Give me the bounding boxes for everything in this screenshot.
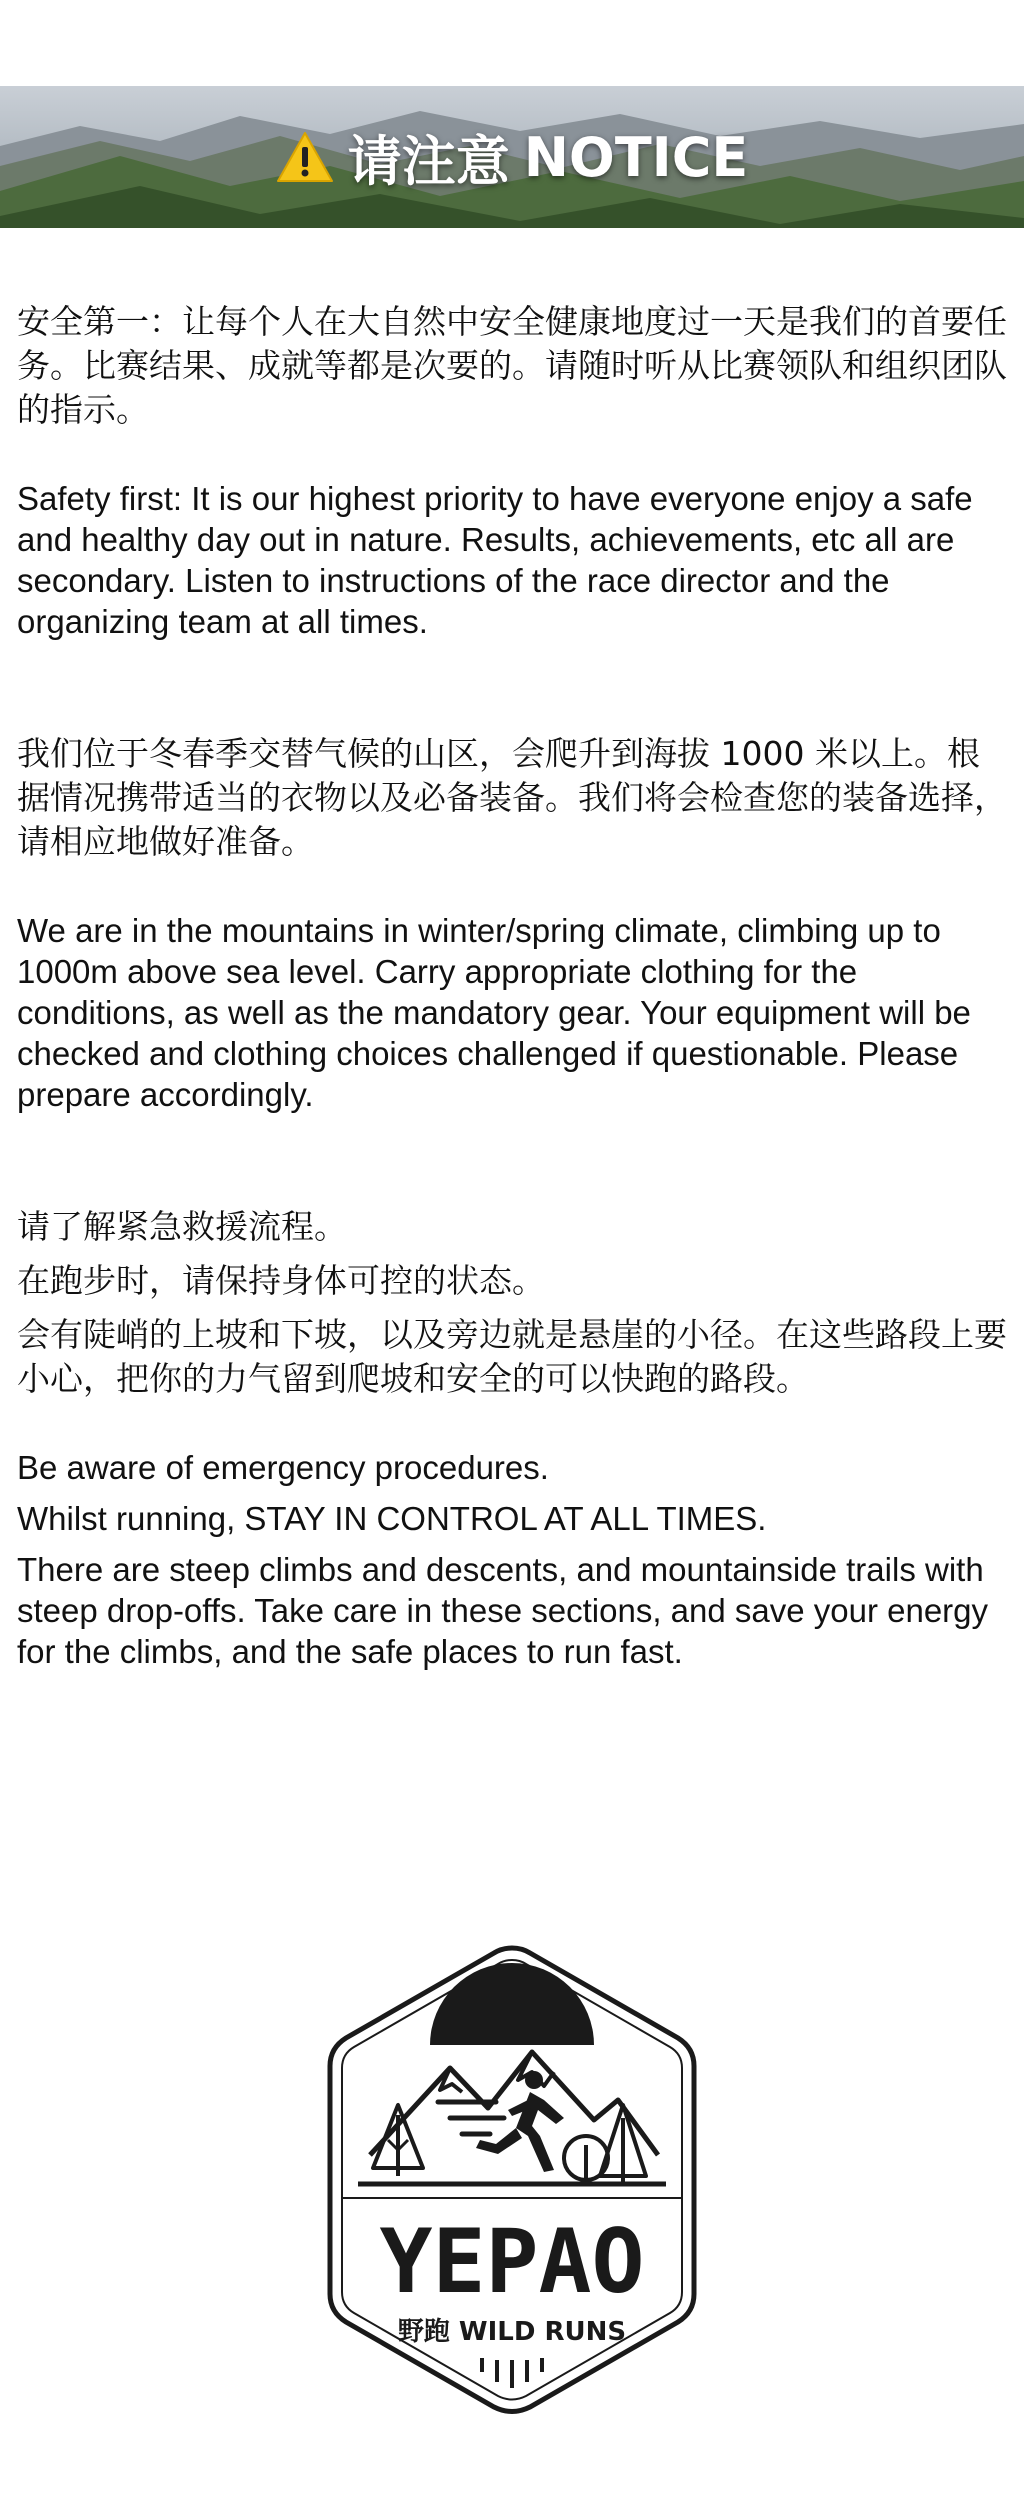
yepao-badge-icon bbox=[318, 1940, 706, 2420]
warning-icon bbox=[276, 131, 334, 183]
notice-title-zh: 请注意 bbox=[347, 129, 510, 193]
safety-paragraph-zh: 安全第一：让每个人在大自然中安全健康地度过一天是我们的首要任务。比赛结果、成就等都是次要的。请随时听从比赛领队和组织团队的指示。 bbox=[17, 302, 1007, 429]
safety-paragraph-en: Safety first: It is our highest priority to have everyone enjoy a safe and healthy day out in nature. Results, achievements, etc all are secondary. Listen to instructions of the race director and the organizing team at all times. bbox=[17, 480, 973, 640]
logo-subtitle-text: 野跑 WILD RUNS bbox=[397, 2317, 627, 2347]
notice-title bbox=[0, 86, 1024, 228]
notice-banner bbox=[0, 86, 1024, 228]
notice-title-en: NOTICE bbox=[523, 125, 749, 189]
emergency-line-zh-2: 在跑步时，请保持身体可控的状态。 bbox=[17, 1261, 545, 1300]
emergency-line-zh-1: 请了解紧急救援流程。 bbox=[17, 1207, 347, 1246]
emergency-line-en-1: Be aware of emergency procedures. bbox=[17, 1449, 549, 1486]
emergency-line-en-2: Whilst running, STAY IN CONTROL AT ALL TIMES. bbox=[17, 1500, 767, 1537]
logo-brand-text: YEPAO bbox=[379, 2210, 645, 2313]
climate-paragraph-en: We are in the mountains in winter/spring climate, climbing up to 1000m above sea level. Carry appropriate clothing for the conditions, as well as the mandatory gear. Your equipment will be checked and clothing choices challenged if questionable. Please prepare accordingly. bbox=[17, 912, 971, 1113]
yepao-logo bbox=[318, 1940, 706, 2420]
notice-content bbox=[17, 300, 1007, 1672]
emergency-line-en-3: There are steep climbs and descents, and mountainside trails with steep drop-offs. Take care in these sections, and save your energy for the climbs, and the safe places to run fast. bbox=[17, 1551, 989, 1670]
emergency-line-zh-3: 会有陡峭的上坡和下坡，以及旁边就是悬崖的小径。在这些路段上要小心，把你的力气留到爬坡和安全的可以快跑的路段。 bbox=[17, 1315, 1007, 1398]
climate-paragraph-zh: 我们位于冬春季交替气候的山区，会爬升到海拔 1000 米以上。根据情况携带适当的衣物以及必备装备。我们将会检查您的装备选择，请相应地做好准备。 bbox=[17, 734, 1007, 861]
